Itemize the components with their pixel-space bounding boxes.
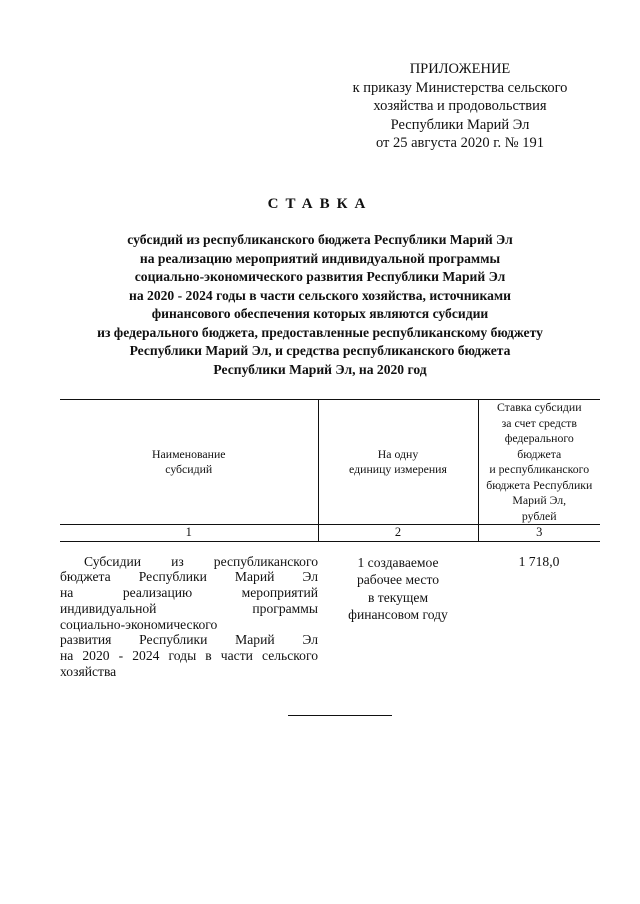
column-number: 2 [318,525,478,542]
header-rate-line: рублей [521,508,557,523]
header-name-line: Наименование [152,446,226,461]
unit-line: в текущем [367,589,429,605]
column-number: 1 [60,525,318,542]
header-unit-line: На одну [377,446,419,461]
unit-line: финансовом году [348,607,448,622]
unit-line: 1 создаваемое [357,554,439,570]
header-name [60,400,318,525]
appendix-line: к приказу Министерства сельского [352,79,568,96]
subtitle-line: субсидий из республиканского бюджета Республики Марий Эл [127,232,513,247]
unit-cell [318,541,478,680]
subsidy-name-line: хозяйства [60,664,117,680]
subtitle-line: из федерального бюджета, предоставленные республиканскому бюджету [97,324,543,340]
subtitle-line: Республики Марий Эл, на 2020 год [213,361,427,377]
subtitle-line: Республики Марий Эл, и средства республиканского бюджета [129,343,511,358]
header-rate-line: бюджета Республики [486,477,593,492]
subsidy-name-line: на реализацию мероприятий [60,585,318,601]
document-subtitle [0,231,640,379]
appendix-heading: ПРИЛОЖЕНИЕ [409,61,511,77]
subsidy-name-line: развития Республики Марий Эл [60,632,318,648]
header-rate-line: за счет средств [501,415,577,430]
appendix-order-date: от 25 августа 2020 г. № 191 [375,135,545,151]
subsidy-name-line: Субсидии из республиканского [84,553,318,569]
header-rate-line: Ставка субсидии [496,400,582,414]
subsidy-name-line: социально-экономического [60,616,218,632]
column-number: 3 [478,525,600,542]
rates-table [60,399,600,680]
header-rate-line: и республиканского [489,462,590,476]
column-number-row [60,525,600,542]
header-unit [318,400,478,525]
subsidy-name-line: индивидуальной программы [60,600,318,616]
subsidy-name-line: бюджета Республики Марий Эл [60,569,318,585]
subsidy-name-line: на 2020 - 2024 годы в части сельского [60,648,318,664]
table-header-row [60,400,600,525]
unit-line: рабочее место [356,572,440,587]
rate-value-cell: 1 718,0 [518,553,560,569]
appendix-block [330,60,590,153]
subtitle-line: на реализацию мероприятий индивидуальной программы [139,250,501,266]
appendix-line: хозяйства и продовольствия [373,98,547,114]
document-title: СТАВКА [267,196,373,212]
subsidy-name-cell [60,541,318,680]
header-rate [478,400,600,525]
appendix-line: Республики Марий Эл [390,116,530,133]
subtitle-line: финансового обеспечения которых являются субсидии [151,306,489,321]
header-rate-line: федерального [504,431,574,445]
header-rate-line: бюджета [517,446,562,461]
subtitle-line: социально-экономического развития Республики Марий Эл [134,269,506,284]
end-of-document-line [288,715,392,716]
header-rate-line: Марий Эл, [512,493,567,507]
subtitle-line: на 2020 - 2024 годы в части сельского хозяйства, источниками [129,287,511,303]
header-unit-line: единицу измерения [349,462,447,476]
table-row [60,541,600,680]
header-name-line: субсидий [165,462,213,476]
